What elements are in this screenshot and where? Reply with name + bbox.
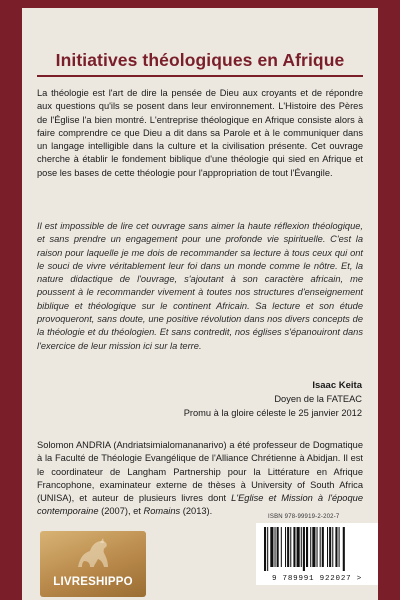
hippo-horse-icon: [70, 537, 116, 573]
barcode: [256, 523, 378, 585]
endorsement-quote: Il est impossible de lire cet ouvrage sans aimer la haute réflexion théologique, et sans prendre un engagement pour une profonde vie spirituelle. C'est la raison pour laquelle je me dois de recommander sa lecture à tous ceux qui ont le souci de vivre véritablement leur foi dans un monde comme le nôtre. Et, la nature didactique de l'ouvrage, s'ajoutant à son caractère africain, me poussent à le recommander vivement à toutes nos structures d'enseignement biblique et théologique sur le continent Africain. Sa lecture et son étude provoqueront, sans doute, une positive révolution dans nos divers concepts de la théologie et du théologien. Et sans contredit, nos églises s'épanouiront dans l'exercice de leur mission ici sur la terre.: [37, 221, 363, 351]
book-title: Initiatives théologiques en Afrique: [55, 50, 345, 70]
bio-text-2: (2007), et: [98, 506, 144, 517]
endorser-role: Doyen de la FATEAC: [274, 394, 362, 404]
endorser-date: Promu à la gloire céleste le 25 janvier 2012: [183, 408, 362, 418]
publisher-logo-text: LIVRESHIPPO: [53, 576, 133, 588]
isbn-label: ISBN 978-99919-2-202-7: [268, 514, 340, 520]
barcode-digits: 9 789991 922027 >: [271, 575, 363, 583]
title-divider: [37, 75, 363, 77]
bio-book-1: L'Eglise et Mission à l'époque contemporaine: [37, 493, 363, 517]
bio-text-1: Solomon ANDRIA (Andriatsimialomananarivo) a été professeur de Dogmatique à la Faculté de Théologie Evangélique de l'Alliance Chrétienne à Abidjan. Il est le coordinateur de Langham Partnership pour la Littérature en Afrique Francophone, examinateur externe de thèses à University of South Africa (UNISA), et auteur de plusieurs livres dont: [37, 440, 363, 504]
endorser-name: Isaac Keita: [312, 380, 362, 391]
bio-text-3: (2013).: [180, 506, 213, 517]
author-bio: [37, 439, 363, 519]
barcode-bars-icon: [262, 527, 372, 571]
intro-paragraph: La théologie est l'art de dire la pensée de Dieu aux croyants et de répondre aux questions qu'ils se posent dans leur environnement. L'Histoire des Pères de l'Église l'a bien montré. L'entreprise théologique en Afrique consiste alors à faire comprendre ce que Dieu a dit dans sa Parole et à le communiquer dans un langage intelligible dans la culture et la civilisation présente. Cet ouvrage cherche à établir le fondement biblique d'une théologie qui sied en Afrique et pose les bases de cette théologie pour l'appropriation de tout l'Évangile.: [37, 88, 363, 178]
publisher-logo: [40, 531, 146, 597]
content-panel: [22, 8, 378, 600]
bio-book-2: Romains: [143, 506, 181, 517]
